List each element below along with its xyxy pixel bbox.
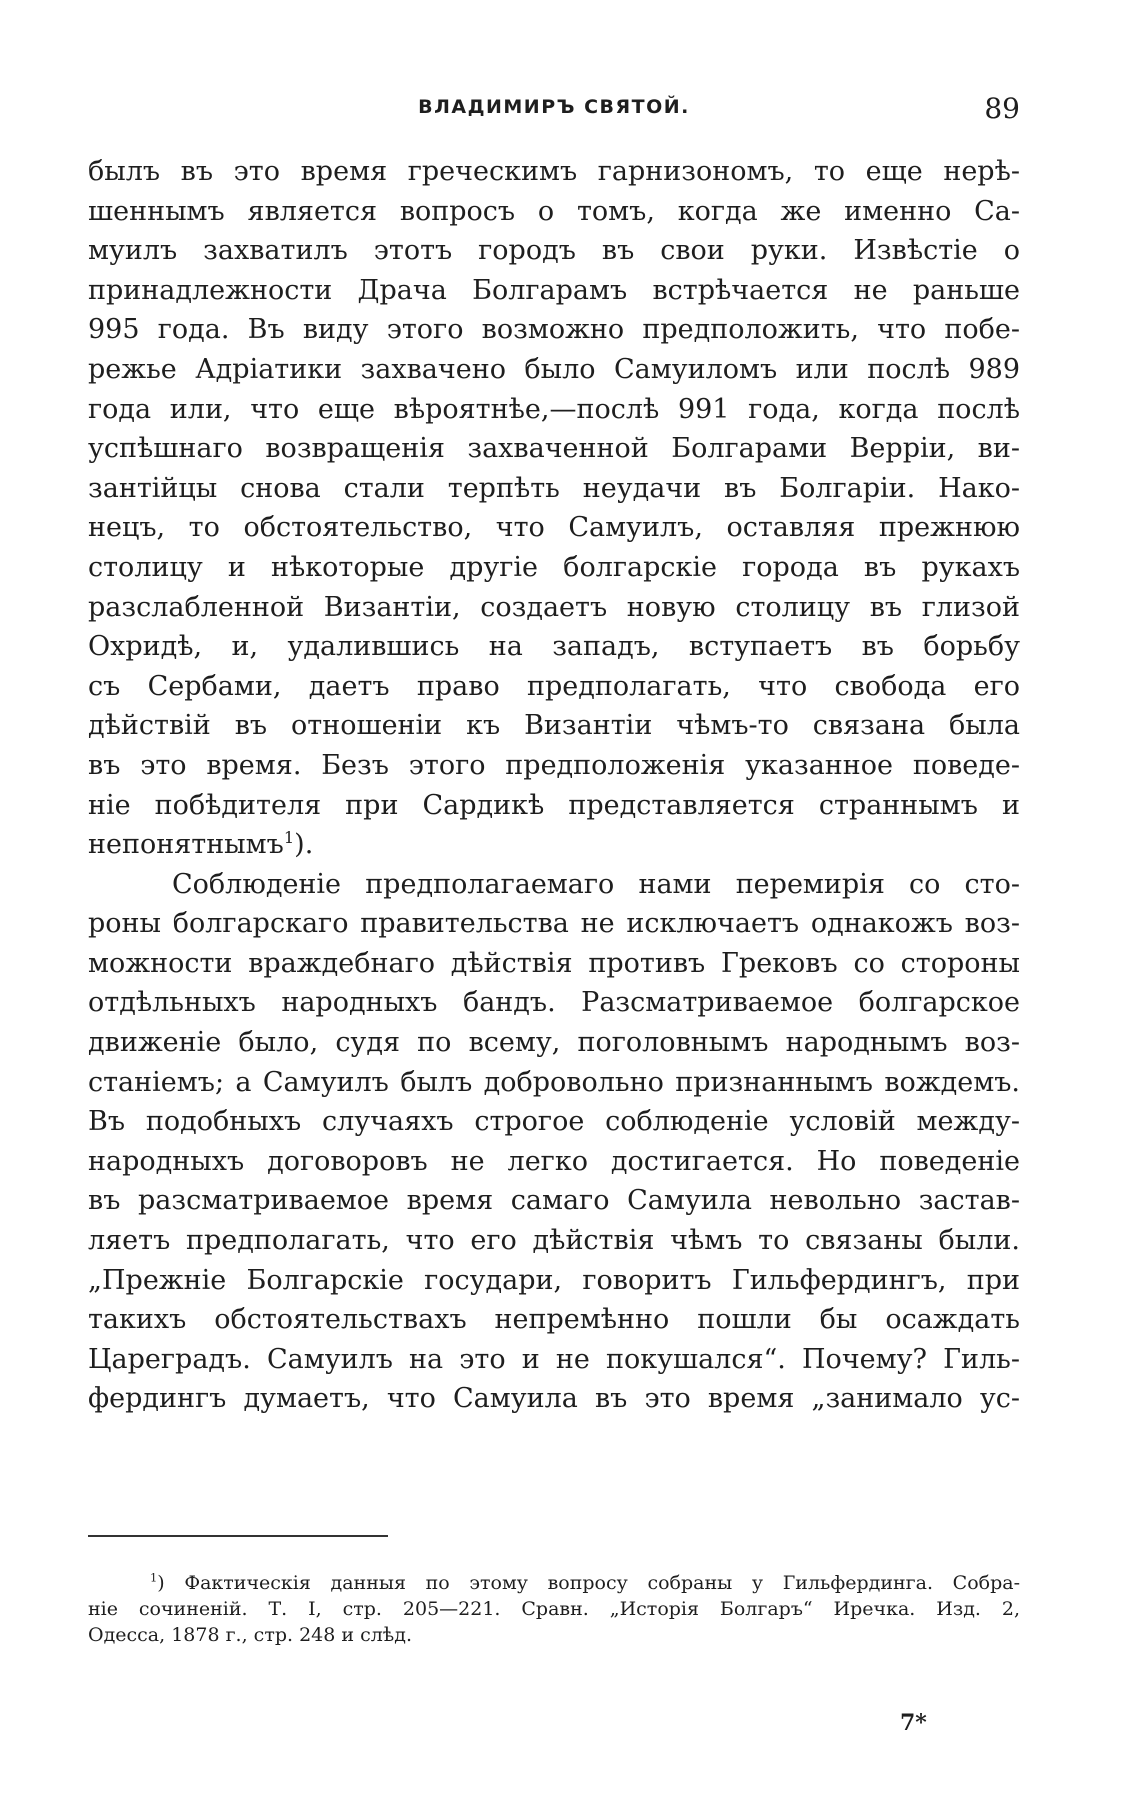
- text-line: муилъ захватилъ этотъ городъ въ свои руки. Извѣстіе о: [88, 235, 1020, 267]
- text-line: дѣйствій въ отношеніи къ Византіи чѣмъ-то связана была: [88, 710, 1020, 742]
- footnote-line: Одесса, 1878 г., стр. 248 и слѣд.: [88, 1624, 412, 1646]
- text-line: въ это время. Безъ этого предположенія указанное поведе-: [88, 749, 1020, 781]
- text-fragment: ).: [294, 829, 314, 861]
- text-line: 995 года. Въ виду этого возможно предположить, что побе-: [88, 314, 1020, 346]
- text-line: ляетъ предполагать, что его дѣйствія чѣмъ то связаны были.: [88, 1225, 1020, 1257]
- text-fragment: непонятнымъ: [88, 829, 284, 861]
- text-line: успѣшнаго возвращенія захваченной Болгарами Верріи, ви-: [88, 433, 1020, 465]
- page-header: [88, 92, 1020, 132]
- footnote-reference[interactable]: 1: [283, 828, 295, 848]
- text-line: шеннымъ является вопросъ о томъ, когда же именно Са-: [88, 195, 1020, 227]
- page-number: 89: [984, 92, 1020, 125]
- text-line: движеніе было, судя по всему, поголовнымъ народнымъ воз-: [88, 1027, 1020, 1059]
- text-line: отдѣльныхъ народныхъ бандъ. Разсматриваемое болгарское: [88, 987, 1020, 1019]
- text-line: нецъ, то обстоятельство, что Самуилъ, оставляя прежнюю: [88, 512, 1020, 544]
- footnote-marker: 1: [150, 1570, 158, 1585]
- footnote-line: ніе сочиненій. Т. I, стр. 205—221. Сравн. „Исторія Болгаръ“ Иречка. Изд. 2,: [88, 1598, 1020, 1620]
- text-line: принадлежности Драча Болгарамъ встрѣчается не раньше: [88, 274, 1020, 306]
- text-line: „Прежніе Болгарскіе государи, говоритъ Гильфердингъ, при: [88, 1264, 1020, 1296]
- text-line: съ Сербами, даетъ право предполагать, что свобода его: [88, 670, 1020, 702]
- text-line: столицу и нѣкоторые другіе болгарскіе города въ рукахъ: [88, 551, 1020, 583]
- text-line: Въ подобныхъ случаяхъ строгое соблюденіе условій между-: [88, 1106, 1020, 1138]
- paragraph-2: [88, 865, 1020, 1419]
- text-line: народныхъ договоровъ не легко достигается. Но поведеніе: [88, 1145, 1020, 1177]
- text-line: въ разсматриваемое время самаго Самуила невольно застав-: [88, 1185, 1020, 1217]
- paragraph-1: [88, 152, 1020, 865]
- text-line: такихъ обстоятельствахъ непремѣнно пошли бы осаждать: [88, 1304, 1020, 1336]
- text-line: ніе побѣдителя при Сардикѣ представляется страннымъ и: [88, 789, 1020, 821]
- text-fragment: ) Фактическія данныя по этому вопросу собраны у Гильфердинга. Собра-: [157, 1572, 1020, 1594]
- text-line: разслабленной Византіи, создаетъ новую столицу въ глизой: [88, 591, 1020, 623]
- signature-mark: 7*: [900, 1710, 927, 1736]
- text-line: былъ въ это время греческимъ гарнизономъ, то еще нерѣ-: [88, 156, 1020, 187]
- body-text: [88, 152, 1020, 1419]
- footnote-line: [88, 1570, 1020, 1596]
- footnote-divider: [88, 1535, 388, 1537]
- text-line-indented: Соблюденіе предполагаемаго нами перемирія со сто-: [172, 868, 1020, 900]
- text-line: года или, что еще вѣроятнѣе,—послѣ 991 года, когда послѣ: [88, 393, 1020, 425]
- footnote: [88, 1570, 1020, 1648]
- text-line: можности враждебнаго дѣйствія противъ Грековъ со стороны: [88, 947, 1020, 979]
- text-line: режье Адріатики захвачено было Самуиломъ или послѣ 989: [88, 353, 1020, 385]
- text-line: фердингъ думаетъ, что Самуила въ это время „занимало ус-: [88, 1383, 1020, 1415]
- text-line: станіемъ; а Самуилъ былъ добровольно признаннымъ вождемъ.: [88, 1066, 1020, 1098]
- text-line: Охридѣ, и, удалившись на западъ, вступаетъ въ борьбу: [88, 631, 1020, 663]
- running-title: ВЛАДИМИРЪ СВЯТОЙ.: [418, 96, 690, 118]
- text-line: Цареградъ. Самуилъ на это и не покушался“. Почему? Гиль-: [88, 1343, 1020, 1375]
- text-line-last: [88, 825, 1020, 865]
- text-line: зантійцы снова стали терпѣть неудачи въ Болгаріи. Нако-: [88, 472, 1020, 504]
- text-line: роны болгарскаго правительства не исключаетъ однакожъ воз-: [88, 908, 1020, 940]
